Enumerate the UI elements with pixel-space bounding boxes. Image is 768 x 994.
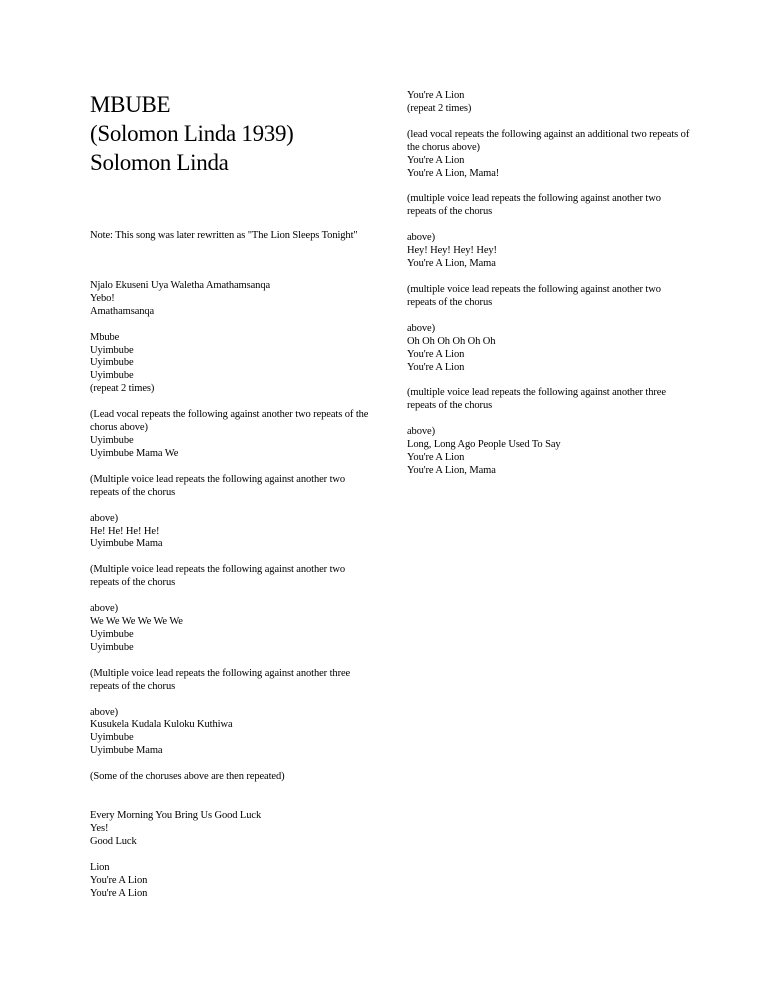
lyric-line: Oh Oh Oh Oh Oh Oh — [407, 335, 496, 347]
lyric-block — [90, 810, 375, 849]
lyric-line: You're A Lion — [407, 361, 465, 373]
lyric-block — [90, 564, 375, 590]
lyric-line: Mbube — [90, 331, 120, 343]
lyric-block — [407, 90, 692, 116]
note-paragraph: Note: This song was later rewritten as "The Lion Sleeps Tonight" — [90, 230, 358, 241]
title-line: Solomon Linda — [90, 150, 229, 175]
lyric-line: You're A Lion — [407, 452, 465, 464]
lyric-block — [90, 409, 375, 461]
lyric-line: above) — [90, 603, 118, 615]
lyric-line: (Multiple voice lead repeats the following against another three repeats of the chorus — [90, 667, 351, 692]
lyric-line: You're A Lion, Mama! — [407, 167, 500, 179]
lyric-line: You're A Lion — [407, 154, 465, 166]
lyric-line: We We We We We We — [90, 616, 183, 628]
lyric-block — [407, 232, 692, 271]
lyric-line: Kusukela Kudala Kuloku Kuthiwa — [90, 719, 233, 731]
lyric-line: Njalo Ekuseni Uya Waletha Amathamsanqa — [90, 279, 271, 291]
lyric-block — [407, 387, 692, 413]
lyric-line: Long, Long Ago People Used To Say — [407, 439, 561, 451]
lyric-line: (Lead vocal repeats the following against another two repeats of the chorus above) — [90, 409, 369, 434]
lyric-block — [90, 280, 375, 319]
lyric-line: (multiple voice lead repeats the following against another two repeats of the chorus — [407, 283, 661, 308]
left-column — [90, 90, 375, 901]
left-lyrics — [90, 230, 375, 901]
lyric-line: Uyimbube — [90, 434, 134, 446]
lyric-line: Amathamsanqa — [90, 305, 155, 317]
lyric-line: (lead vocal repeats the following against an additional two repeats of the chorus above) — [407, 128, 690, 153]
lyric-line: You're A Lion — [407, 90, 465, 101]
lyric-line: You're A Lion, Mama — [407, 258, 496, 270]
lyric-line: You're A Lion, Mama — [407, 464, 496, 476]
song-title — [90, 90, 375, 177]
title-line: (Solomon Linda 1939) — [90, 121, 294, 146]
lyric-line: (repeat 2 times) — [90, 383, 155, 395]
lyric-line: You're A Lion — [90, 887, 148, 899]
lyric-block — [90, 771, 375, 784]
lyric-line: (repeat 2 times) — [407, 102, 472, 114]
lyric-line: (Some of the choruses above are then repeated) — [90, 771, 285, 783]
lyric-block — [90, 862, 375, 901]
lyric-line: Uyimbube Mama We — [90, 447, 179, 459]
lyric-line: above) — [90, 512, 118, 524]
lyric-line: Uyimbube Mama — [90, 538, 163, 550]
lyric-line: Uyimbube — [90, 732, 134, 744]
lyric-line: Uyimbube — [90, 641, 134, 653]
title-line: MBUBE — [90, 92, 171, 117]
right-column — [407, 90, 692, 478]
lyric-block — [90, 707, 375, 759]
lyric-line: Uyimbube Mama — [90, 745, 163, 757]
lyric-line: (Multiple voice lead repeats the following against another two repeats of the chorus — [90, 473, 346, 498]
lyric-block — [90, 332, 375, 397]
lyric-block — [90, 603, 375, 655]
lyric-line: You're A Lion — [407, 348, 465, 360]
lyric-line: above) — [407, 232, 435, 244]
lyric-line: Uyimbube — [90, 628, 134, 640]
lyric-line: You're A Lion — [90, 874, 148, 886]
right-lyrics — [407, 90, 692, 478]
lyric-line: Hey! Hey! Hey! Hey! — [407, 245, 497, 257]
lyric-block — [407, 323, 692, 375]
lyric-line: Good Luck — [90, 835, 137, 847]
lyric-block — [90, 668, 375, 694]
lyric-block — [90, 513, 375, 552]
lyric-line: (Multiple voice lead repeats the following against another two repeats of the chorus — [90, 564, 346, 589]
lyric-line: Uyimbube — [90, 357, 134, 369]
lyric-block — [407, 284, 692, 310]
lyric-line: above) — [407, 426, 435, 438]
lyric-line: Lion — [90, 861, 110, 873]
lyric-line: (multiple voice lead repeats the following against another two repeats of the chorus — [407, 193, 661, 218]
lyric-line: above) — [90, 706, 118, 718]
lyric-line: Yes! — [90, 823, 109, 834]
lyric-block — [407, 193, 692, 219]
lyric-block — [90, 474, 375, 500]
lyric-line: Uyimbube — [90, 370, 134, 382]
lyric-line: Every Morning You Bring Us Good Luck — [90, 810, 262, 822]
lyric-line: (multiple voice lead repeats the following against another three repeats of the chorus — [407, 387, 666, 412]
lyric-line: above) — [407, 322, 435, 334]
lyric-block — [407, 426, 692, 478]
lyric-line: Uyimbube — [90, 344, 134, 356]
lyric-line: He! He! He! He! — [90, 525, 160, 537]
lyric-block — [407, 129, 692, 181]
lyric-line: Yebo! — [90, 292, 115, 304]
